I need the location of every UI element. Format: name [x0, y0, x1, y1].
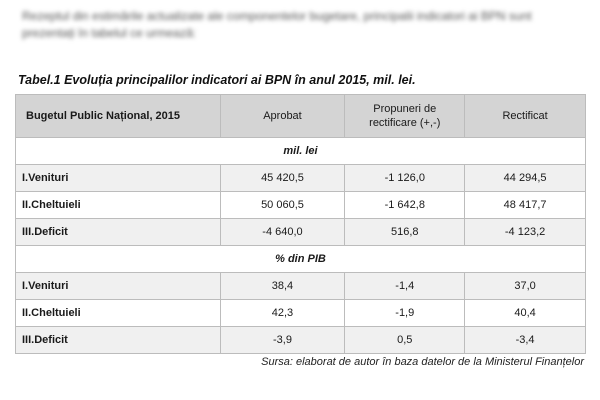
row-label: I.Venituri: [16, 273, 221, 300]
table-row: [16, 273, 586, 300]
row-label: II.Cheltuieli: [16, 300, 221, 327]
header-rectified: Rectificat: [465, 95, 586, 138]
cell-rectified: -3,4: [465, 327, 586, 354]
header-proposals: Propuneri de rectificare (+,-): [345, 95, 465, 138]
table-row: [16, 327, 586, 354]
cell-rectified: -4 123,2: [465, 219, 586, 246]
header-budget: Bugetul Public Național, 2015: [16, 95, 221, 138]
cell-approved: -4 640,0: [220, 219, 345, 246]
cell-rectified: 37,0: [465, 273, 586, 300]
cell-approved: 42,3: [220, 300, 345, 327]
cell-proposal: -1 126,0: [345, 165, 465, 192]
row-label: I.Venituri: [16, 165, 221, 192]
cell-proposal: -1,9: [345, 300, 465, 327]
indicators-table: [15, 94, 586, 354]
cell-proposal: -1,4: [345, 273, 465, 300]
cell-approved: 50 060,5: [220, 192, 345, 219]
table-header-row: [16, 95, 586, 138]
section-row-pct-pib: [16, 246, 586, 273]
table-row: [16, 165, 586, 192]
cell-proposal: 0,5: [345, 327, 465, 354]
table-row: [16, 300, 586, 327]
section-title: mil. lei: [16, 138, 586, 165]
cell-approved: 45 420,5: [220, 165, 345, 192]
cell-approved: -3,9: [220, 327, 345, 354]
header-approved: Aprobat: [220, 95, 345, 138]
row-label: III.Deficit: [16, 327, 221, 354]
cell-rectified: 40,4: [465, 300, 586, 327]
section-row-mil-lei: [16, 138, 586, 165]
intro-paragraph: Rezeptul din estimările actualizate ale componentelor bugetare, principalii indicatori ai BPN sunt prezentați în tabelul ce urmează:: [22, 9, 532, 40]
cell-rectified: 48 417,7: [465, 192, 586, 219]
row-label: III.Deficit: [16, 219, 221, 246]
table-row: [16, 219, 586, 246]
row-label: II.Cheltuieli: [16, 192, 221, 219]
table-row: [16, 192, 586, 219]
source-note: Sursa: elaborat de autor în baza datelor de la Ministerul Finanțelor: [261, 356, 584, 368]
table-caption: Tabel.1 Evoluția principalilor indicatori ai BPN în anul 2015, mil. lei.: [18, 73, 416, 87]
section-title: % din PIB: [16, 246, 586, 273]
cell-rectified: 44 294,5: [465, 165, 586, 192]
cell-approved: 38,4: [220, 273, 345, 300]
cell-proposal: -1 642,8: [345, 192, 465, 219]
cell-proposal: 516,8: [345, 219, 465, 246]
